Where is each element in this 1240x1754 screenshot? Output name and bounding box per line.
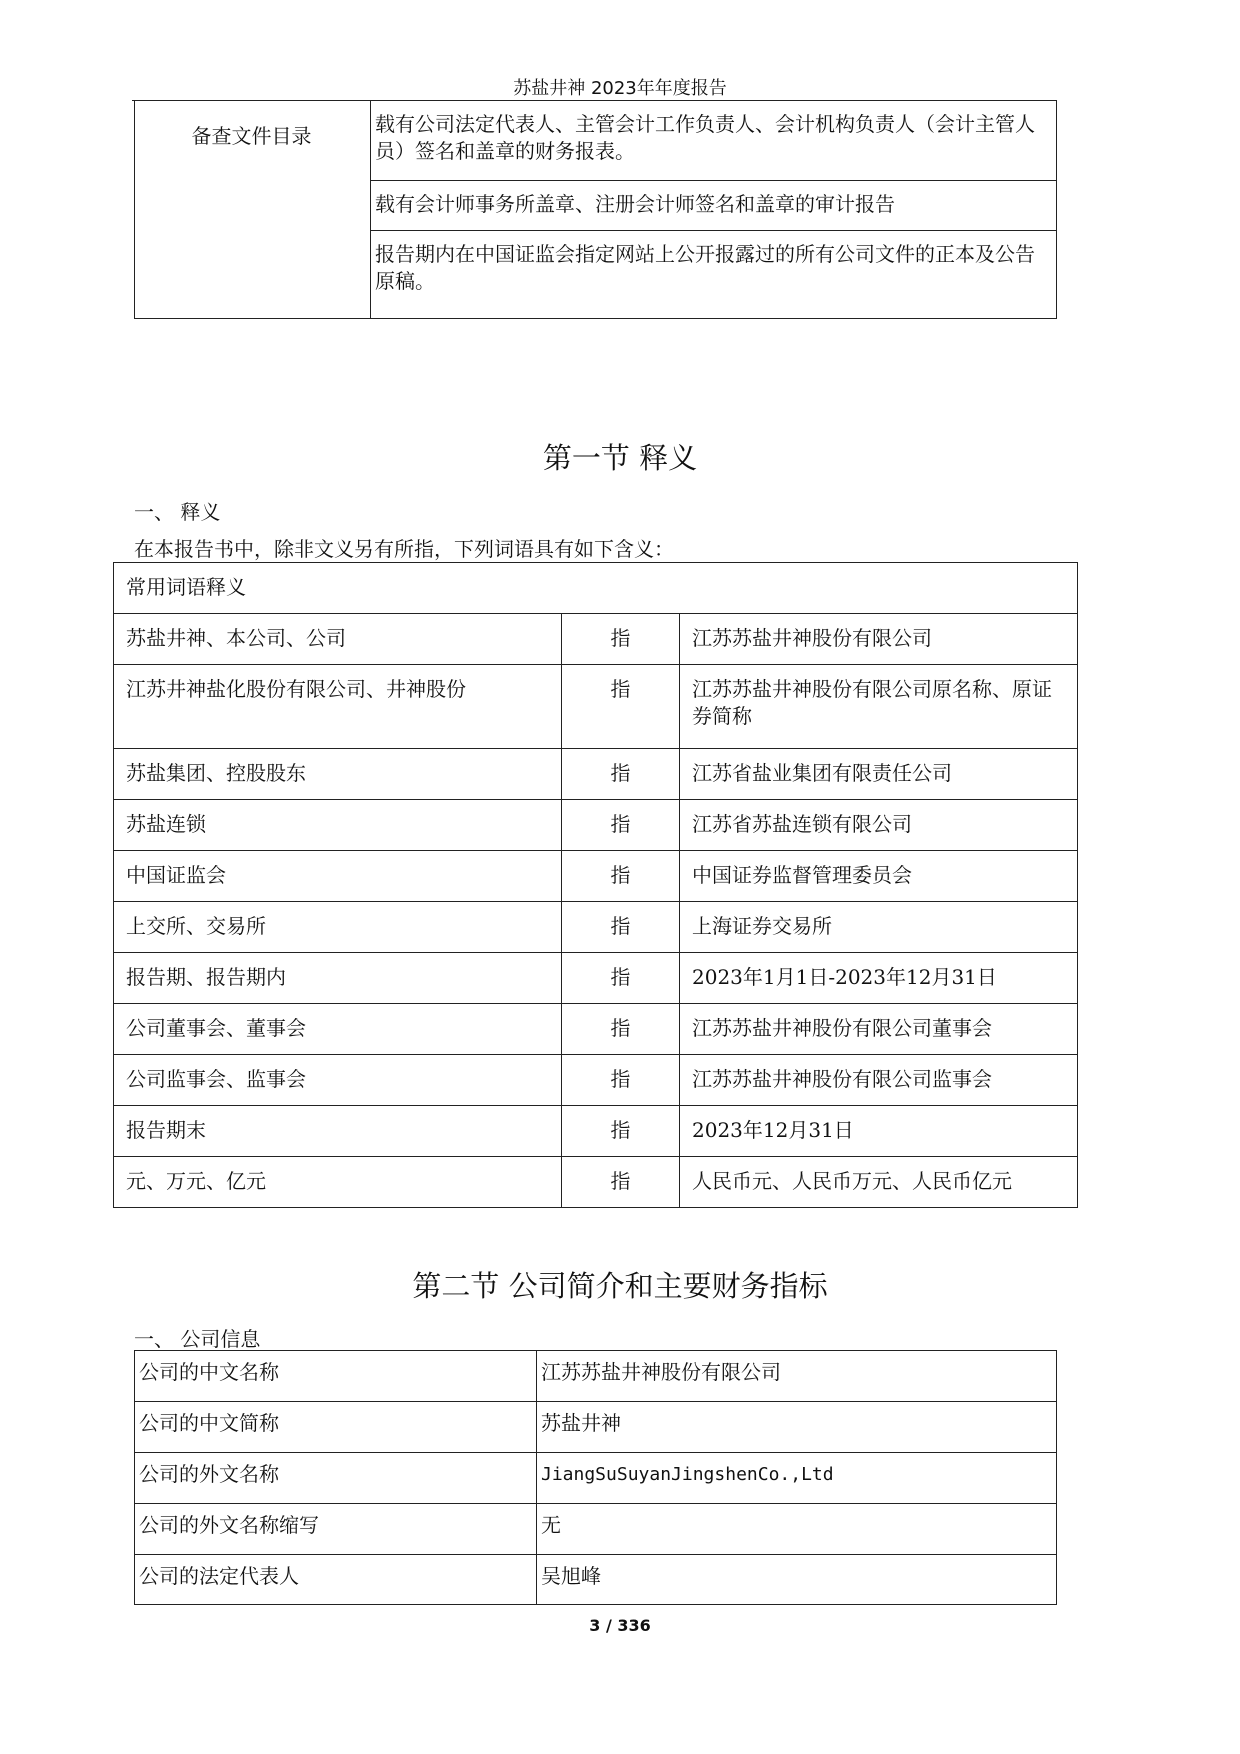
definition-meaning: 2023年12月31日 <box>680 1106 1078 1157</box>
definition-term: 公司监事会、监事会 <box>114 1055 562 1106</box>
definition-term: 元、万元、亿元 <box>114 1157 562 1208</box>
reference-file-item: 载有公司法定代表人、主管会计工作负责人、会计机构负责人（会计主管人员）签名和盖章的财务报表。 <box>371 101 1057 181</box>
definition-term: 上交所、交易所 <box>114 902 562 953</box>
definition-term: 报告期、报告期内 <box>114 953 562 1004</box>
definition-meaning: 江苏苏盐井神股份有限公司董事会 <box>680 1004 1078 1055</box>
definition-term: 中国证监会 <box>114 851 562 902</box>
definition-refers: 指 <box>562 665 680 749</box>
definition-term: 公司董事会、董事会 <box>114 1004 562 1055</box>
definition-refers: 指 <box>562 1157 680 1208</box>
definition-refers: 指 <box>562 800 680 851</box>
company-info-value: 苏盐井神 <box>537 1402 1057 1453</box>
definitions-table-header: 常用词语释义 <box>114 563 1078 614</box>
company-info-label: 公司的外文名称缩写 <box>135 1504 537 1555</box>
company-info-label: 公司的中文名称 <box>135 1351 537 1402</box>
company-info-value: 吴旭峰 <box>537 1555 1057 1605</box>
section2-subheading: 一、 公司信息 <box>134 1327 261 1351</box>
definitions-table <box>113 562 1078 1208</box>
definition-refers: 指 <box>562 851 680 902</box>
company-info-value: 江苏苏盐井神股份有限公司 <box>537 1351 1057 1402</box>
definition-refers: 指 <box>562 614 680 665</box>
definition-meaning: 2023年1月1日-2023年12月31日 <box>680 953 1078 1004</box>
section1-title: 第一节 释义 <box>542 441 698 475</box>
definition-meaning: 江苏省盐业集团有限责任公司 <box>680 749 1078 800</box>
reference-file-item: 载有会计师事务所盖章、注册会计师签名和盖章的审计报告 <box>371 181 1057 231</box>
reference-file-item: 报告期内在中国证监会指定网站上公开报露过的所有公司文件的正本及公告原稿。 <box>371 231 1057 319</box>
definition-term: 报告期末 <box>114 1106 562 1157</box>
definition-term: 苏盐井神、本公司、公司 <box>114 614 562 665</box>
company-info-label: 公司的外文名称 <box>135 1453 537 1504</box>
reference-files-label: 备查文件目录 <box>135 101 371 319</box>
definition-meaning: 人民币元、人民币万元、人民币亿元 <box>680 1157 1078 1208</box>
definition-meaning: 江苏苏盐井神股份有限公司原名称、原证券简称 <box>680 665 1078 749</box>
reference-files-table <box>134 100 1057 319</box>
definition-meaning: 中国证券监督管理委员会 <box>680 851 1078 902</box>
definition-meaning: 江苏苏盐井神股份有限公司监事会 <box>680 1055 1078 1106</box>
company-info-value: JiangSuSuyanJingshenCo.,Ltd <box>537 1453 1057 1504</box>
definition-refers: 指 <box>562 1055 680 1106</box>
company-info-value: 无 <box>537 1504 1057 1555</box>
company-info-label: 公司的中文简称 <box>135 1402 537 1453</box>
definition-refers: 指 <box>562 749 680 800</box>
section1-intro: 在本报告书中，除非文义另有所指，下列词语具有如下含义： <box>134 537 674 561</box>
definition-refers: 指 <box>562 1106 680 1157</box>
definition-term: 苏盐集团、控股股东 <box>114 749 562 800</box>
company-info-label: 公司的法定代表人 <box>135 1555 537 1605</box>
page-number: 3 / 336 <box>589 1616 651 1635</box>
company-info-table <box>134 1350 1057 1605</box>
definition-term: 江苏井神盐化股份有限公司、井神股份 <box>114 665 562 749</box>
definition-meaning: 江苏苏盐井神股份有限公司 <box>680 614 1078 665</box>
definition-refers: 指 <box>562 1004 680 1055</box>
definition-term: 苏盐连锁 <box>114 800 562 851</box>
page-header: 苏盐井神 2023年年度报告 <box>513 78 727 99</box>
definition-meaning: 上海证券交易所 <box>680 902 1078 953</box>
definition-meaning: 江苏省苏盐连锁有限公司 <box>680 800 1078 851</box>
section1-subheading: 一、 释义 <box>134 500 221 524</box>
section2-title: 第二节 公司简介和主要财务指标 <box>412 1269 828 1303</box>
definition-refers: 指 <box>562 953 680 1004</box>
definition-refers: 指 <box>562 902 680 953</box>
